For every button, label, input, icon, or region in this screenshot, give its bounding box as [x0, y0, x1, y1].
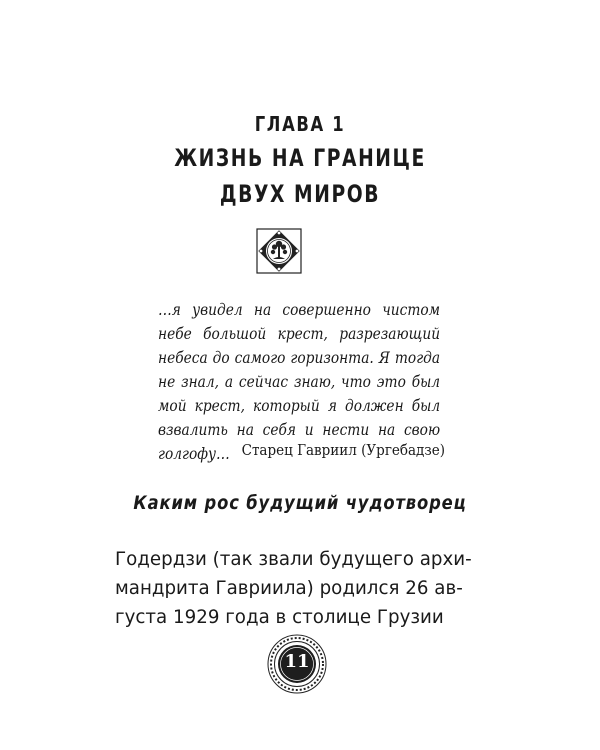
tree-of-life-ornament-icon	[256, 228, 302, 274]
chapter-title	[66, 140, 534, 212]
epigraph-author: Старец Гавриил (Ургебадзе)	[241, 441, 445, 459]
section-title: Каким рос будущий чудотворец	[133, 492, 467, 514]
epigraph-quote: …я увидел на совершенно чистом небе большой крест, разрезающий небеса до самого горизонта. Я тогда не знал, а сейчас знаю, что это был мой крест, который я должен был взвалить на себя и нести на свою голгофу…	[158, 300, 441, 463]
page-number: 11	[284, 651, 310, 672]
body-line: мандрита Гавриила) родился 26 ав-	[115, 577, 463, 599]
chapter-number: ГЛАВА 1	[254, 112, 346, 136]
body-paragraph	[115, 545, 482, 632]
chapter-title-line: ДВУХ МИРОВ	[219, 180, 381, 208]
chapter-title-line: ЖИЗНЬ НА ГРАНИЦЕ	[174, 144, 426, 172]
body-line: густа 1929 года в столице Грузии	[115, 606, 444, 628]
body-line: Годердзи (так звали будущего архи-	[115, 548, 472, 570]
